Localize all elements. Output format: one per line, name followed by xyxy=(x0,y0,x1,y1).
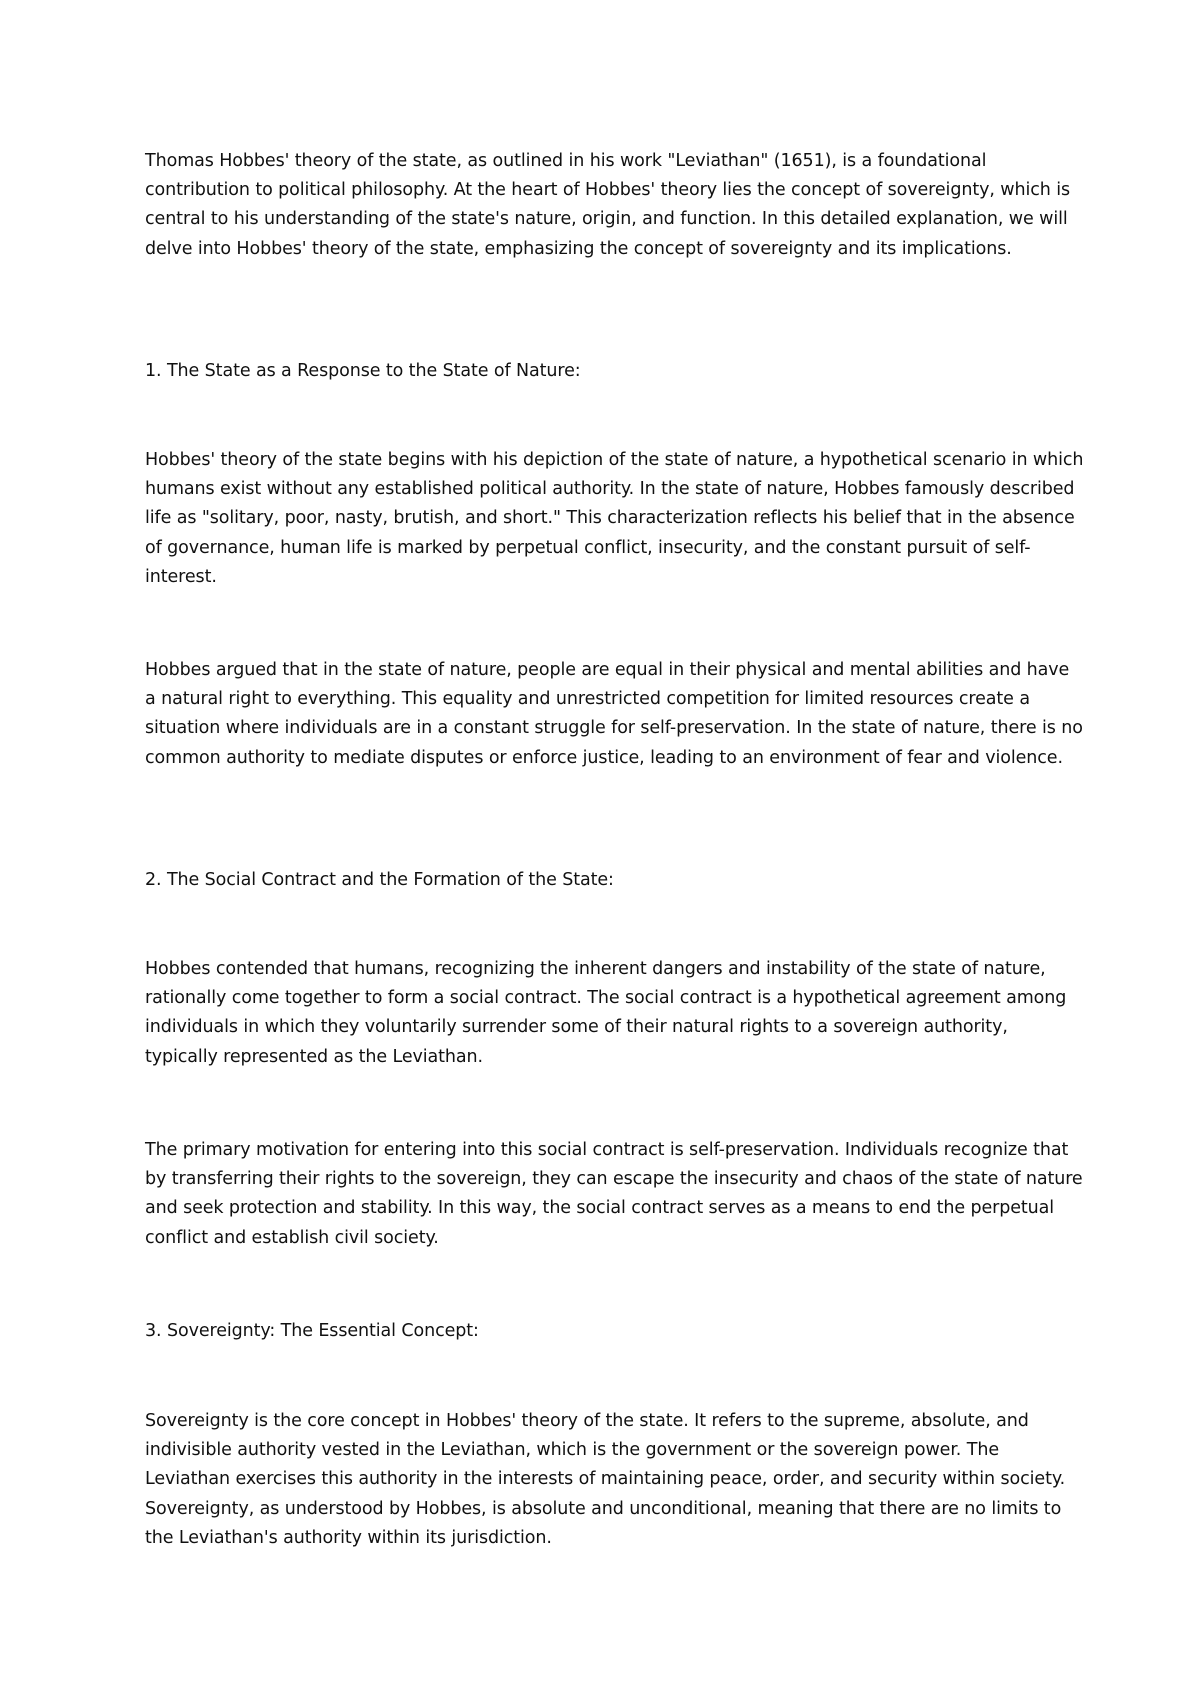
intro-paragraph: Thomas Hobbes' theory of the state, as outlined in his work "Leviathan" (1651), is a foundational contribution to political philosophy. At the heart of Hobbes' theory lies the concept of sovereignty, which is central to his understanding of the state's nature, origin, and function. In this detailed explanation, we will delve into Hobbes' theory of the state, emphasizing the concept of sovereignty and its implications. xyxy=(145,151,1070,259)
state-of-nature-paragraph-2: Hobbes argued that in the state of nature, people are equal in their physical and mental abilities and have a natural right to everything. This equality and unrestricted competition for limited resources create a situation where individuals are in a constant struggle for self-preservation. In the state of nature, there is no common authority to mediate disputes or enforce justice, leading to an environment of fear and violence. xyxy=(145,660,1083,768)
section-heading-sovereignty: 3. Sovereignty: The Essential Concept: xyxy=(145,1321,479,1341)
section-heading-state-of-nature: 1. The State as a Response to the State of Nature: xyxy=(145,361,581,381)
sovereignty-paragraph: Sovereignty is the core concept in Hobbes' theory of the state. It refers to the supreme, absolute, and indivisible authority vested in the Leviathan, which is the government or the sovereign power. The Leviathan exercises this authority in the interests of maintaining peace, order, and security within society. Sovereignty, as understood by Hobbes, is absolute and unconditional, meaning that there are no limits to the Leviathan's authority within its jurisdiction. xyxy=(145,1411,1066,1548)
social-contract-paragraph-2: The primary motivation for entering into this social contract is self-preservation. Individuals recognize that by transferring their rights to the sovereign, they can escape the insecurity and chaos of the state of nature and seek protection and stability. In this way, the social contract serves as a means to end the perpetual conflict and establish civil society. xyxy=(145,1140,1083,1248)
social-contract-paragraph-1: Hobbes contended that humans, recognizing the inherent dangers and instability of the state of nature, rationally come together to form a social contract. The social contract is a hypothetical agreement among individuals in which they voluntarily surrender some of their natural rights to a sovereign authority, typically represented as the Leviathan. xyxy=(145,959,1067,1067)
section-heading-social-contract: 2. The Social Contract and the Formation of the State: xyxy=(145,870,614,890)
state-of-nature-paragraph-1: Hobbes' theory of the state begins with his depiction of the state of nature, a hypothetical scenario in which humans exist without any established political authority. In the state of nature, Hobbes famously described life as "solitary, poor, nasty, brutish, and short." This characterization reflects his belief that in the absence of governance, human life is marked by perpetual conflict, insecurity, and the constant pursuit of self-interest. xyxy=(145,450,1084,587)
